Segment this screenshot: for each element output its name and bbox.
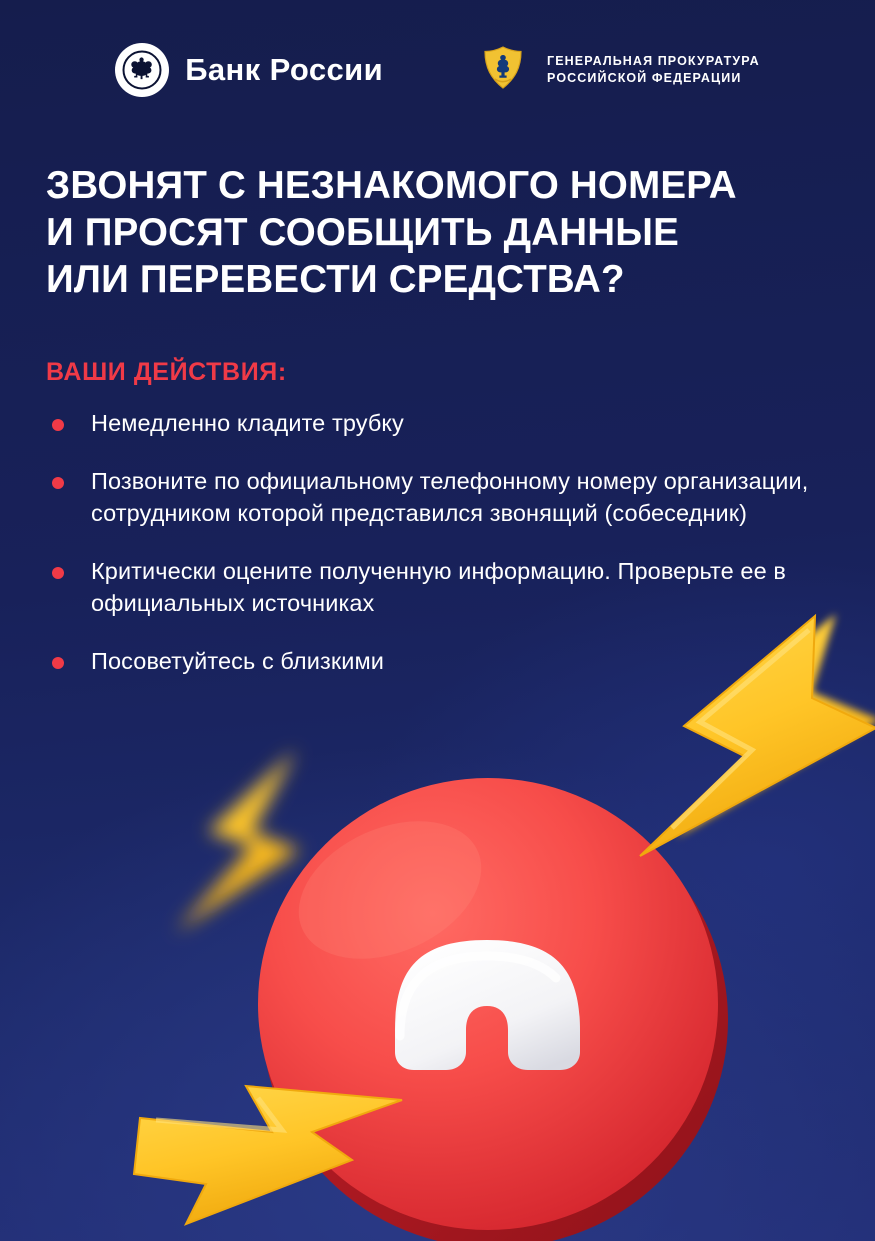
prosecutor-general-name xyxy=(547,53,760,87)
bank-of-russia-emblem-icon xyxy=(115,43,169,97)
prosecutor-general-name-line1: ГЕНЕРАЛЬНАЯ ПРОКУРАТУРА xyxy=(547,54,760,69)
header xyxy=(0,42,875,98)
bullet-dot-icon xyxy=(52,477,64,489)
prosecutor-general-emblem-icon xyxy=(475,42,531,98)
headline-line-2: И ПРОСЯТ СООБЩИТЬ ДАННЫЕ xyxy=(46,210,680,254)
list-item-text: Позвоните по официальному телефонному номеру организации, сотрудником которой представился звонящий (собеседник) xyxy=(91,467,809,526)
bullet-dot-icon xyxy=(52,567,64,579)
bullet-dot-icon xyxy=(52,419,64,431)
headline xyxy=(46,163,836,304)
list-item xyxy=(46,408,826,440)
list-item xyxy=(46,466,826,530)
prosecutor-general-name-line2: РОССИЙСКОЙ ФЕДЕРАЦИИ xyxy=(547,71,742,85)
list-item-text: Посоветуйтесь с близкими xyxy=(91,647,384,674)
list-item-text: Критически оцените полученную информацию. Проверьте ее в официальных источниках xyxy=(91,557,786,616)
bank-of-russia-name: Банк России xyxy=(185,52,384,87)
headline-line-1: ЗВОНЯТ С НЕЗНАКОМОГО НОМЕРА xyxy=(46,164,737,207)
lightning-bolt-icon xyxy=(640,616,875,856)
illustration xyxy=(0,600,875,1241)
headline-line-3: ИЛИ ПЕРЕВЕСТИ СРЕДСТВА? xyxy=(46,257,625,301)
prosecutor-general-logo xyxy=(475,42,760,98)
bank-of-russia-logo xyxy=(115,43,383,97)
actions-title: ВАШИ ДЕЙСТВИЯ: xyxy=(46,358,287,386)
list-item-text: Немедленно кладите трубку xyxy=(91,410,404,436)
